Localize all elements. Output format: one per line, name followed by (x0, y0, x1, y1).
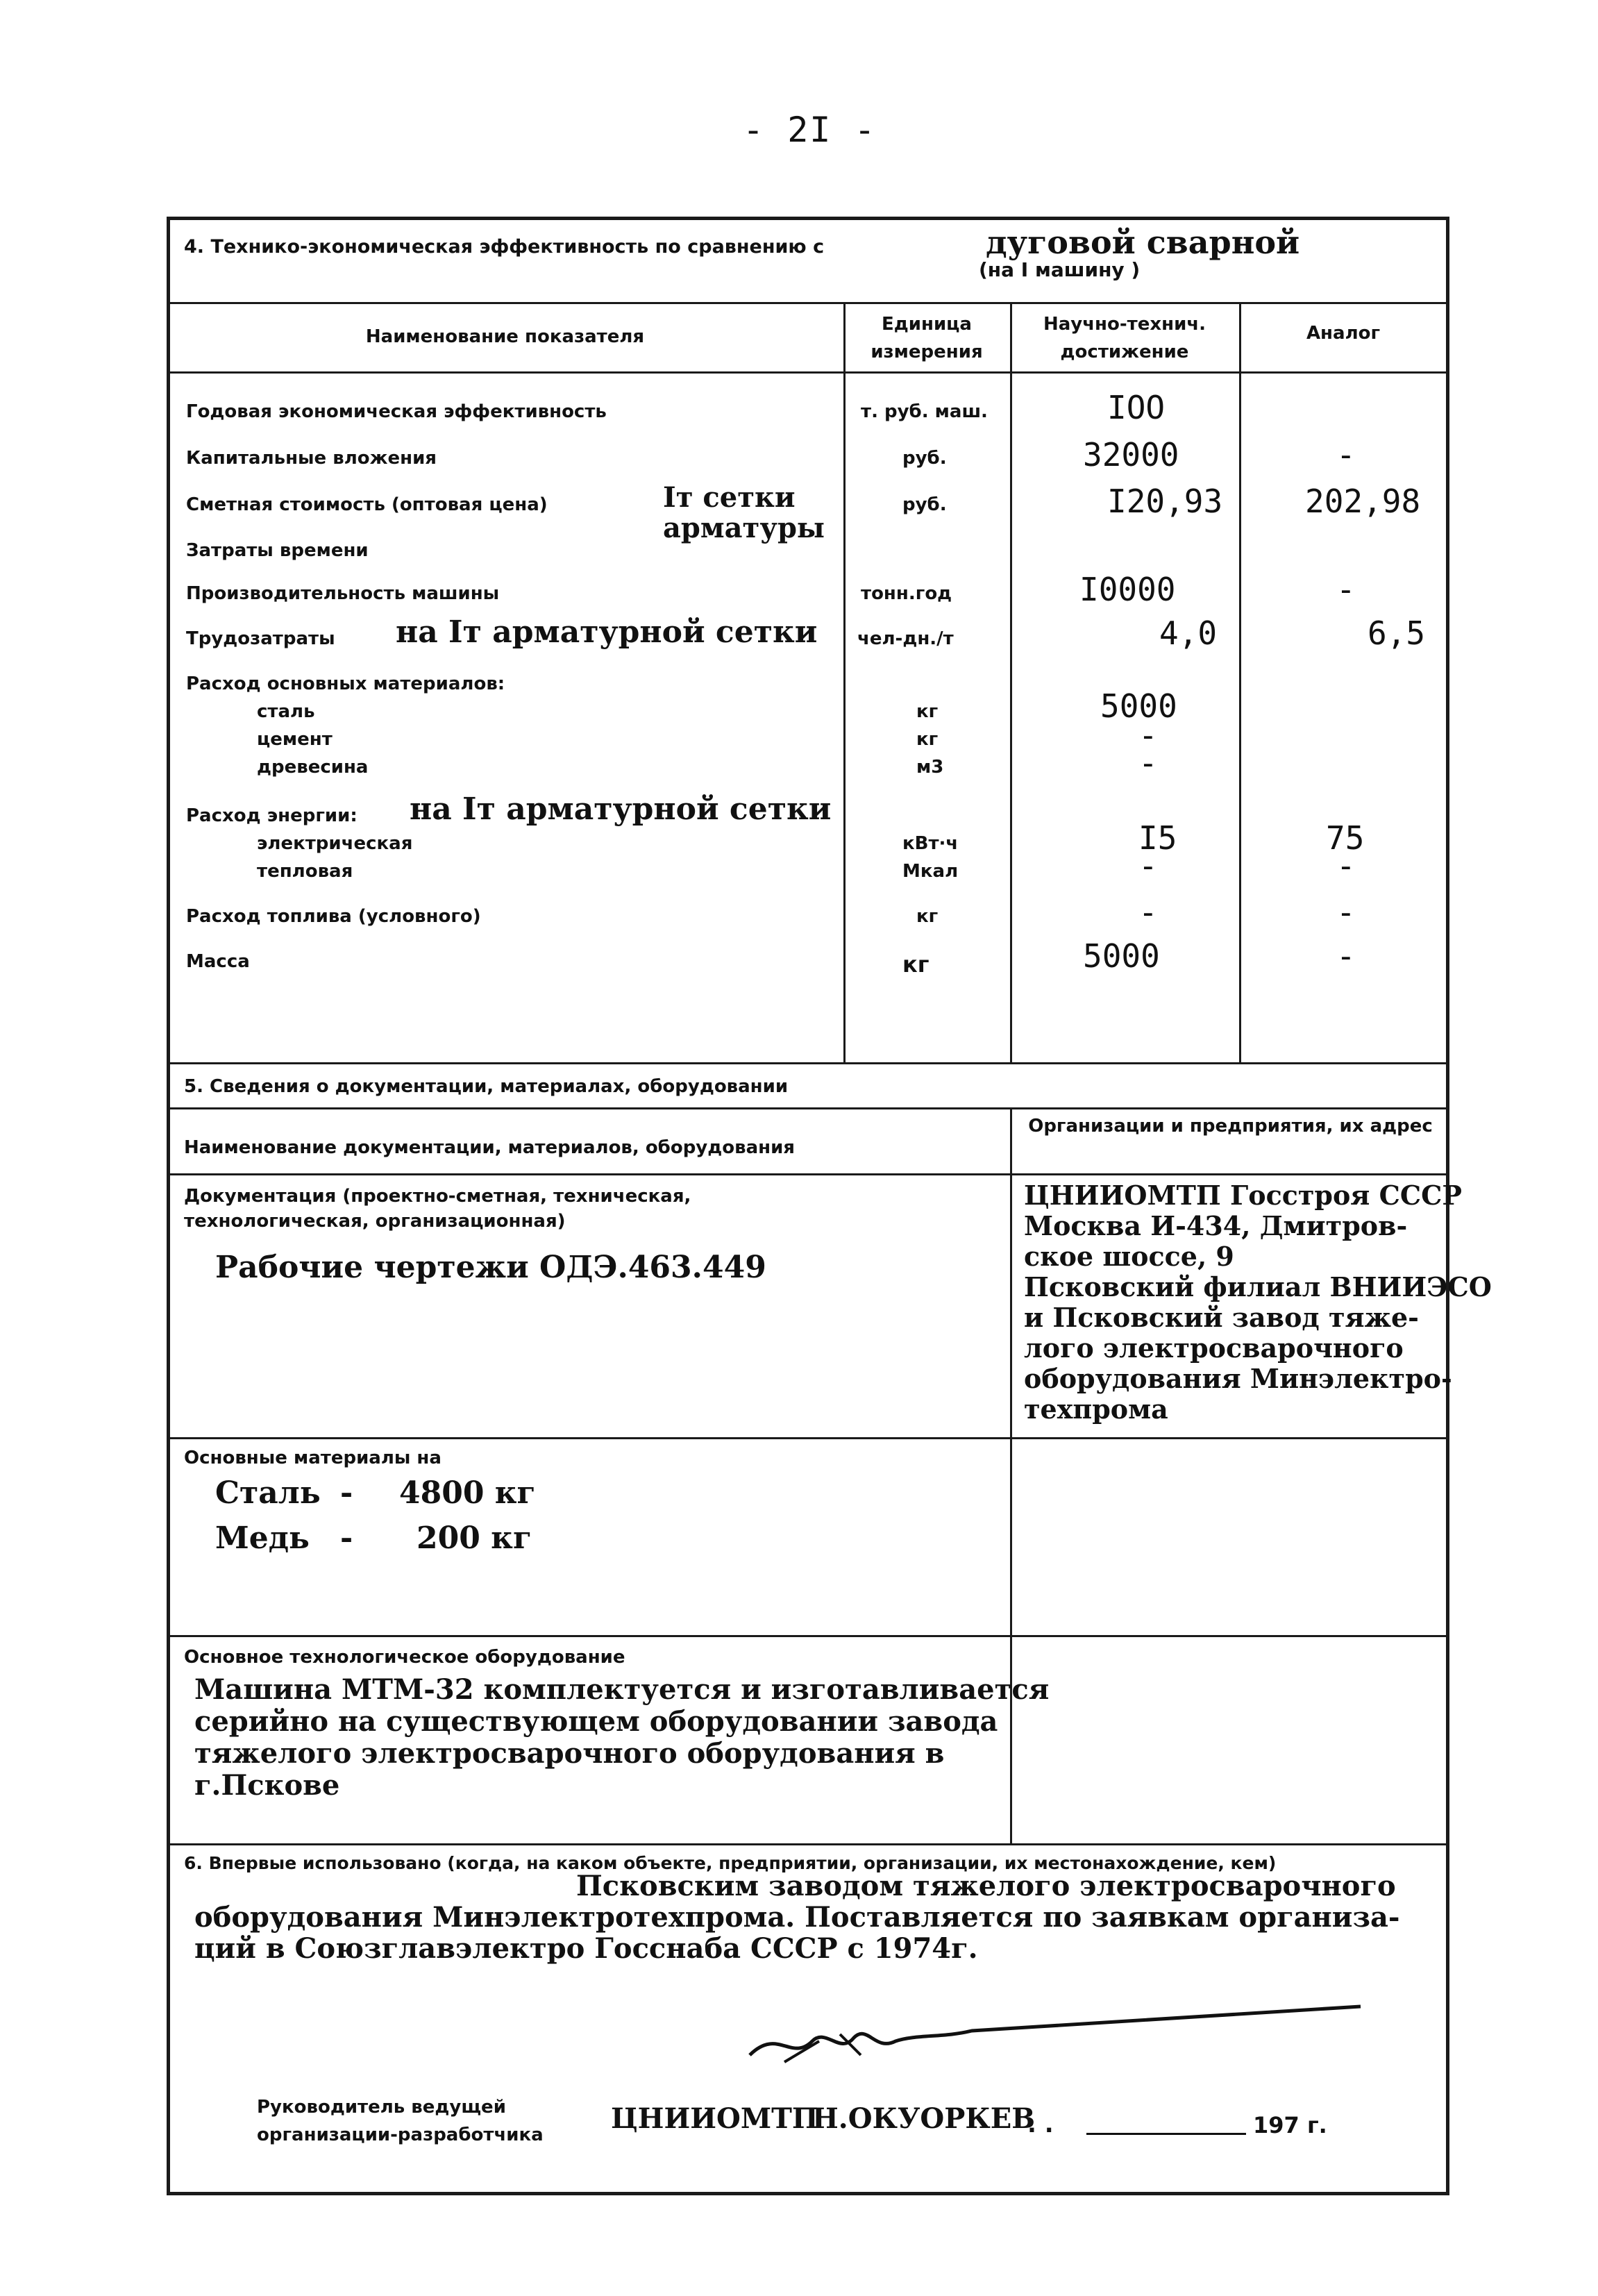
row-analog: - (1336, 847, 1356, 885)
doc-value: Рабочие чертежи ОДЭ.463.449 (215, 1250, 766, 1285)
org-line: и Псковский завод тяже- (1024, 1302, 1419, 1333)
material-dash: - (340, 1520, 353, 1556)
row-unit: кг (916, 906, 939, 927)
row-analog: 75 (1326, 819, 1365, 857)
col-header-achieved: Научно-технич. достижение (1043, 314, 1206, 362)
footer-label-line2: организации-разработчика (257, 2125, 544, 2145)
row-achieved: I5 (1138, 819, 1177, 857)
row-achieved: 4,0 (1159, 614, 1218, 652)
material-name: Сталь (215, 1475, 321, 1511)
row-unit: руб. (902, 494, 947, 515)
row-name: Затраты времени (186, 540, 369, 561)
row-name: электрическая (257, 833, 413, 854)
section6-line: оборудования Минэлектротехпрома. Поставляется по заявкам организа- (194, 1901, 1400, 1934)
row-analog: - (1336, 937, 1356, 975)
materials-label: Основные материалы на (184, 1448, 441, 1468)
row-achieved: - (1138, 744, 1158, 782)
footer-person: Н.ОКУОРКЕВ (812, 2102, 1036, 2135)
row-name: Расход топлива (условного) (186, 906, 481, 927)
row-note: Iт сетки арматуры (663, 481, 825, 544)
page-number: - 2I - (743, 110, 877, 150)
row-name: Расход основных материалов: (186, 673, 505, 694)
row-analog: 202,98 (1305, 483, 1421, 520)
footer-date-dots: . . (1027, 2111, 1054, 2138)
org-line: техпрома (1024, 1393, 1168, 1425)
row-name: Производительность машины (186, 583, 500, 604)
row-achieved: - (1138, 894, 1158, 931)
equipment-line: серийно на существующем оборудовании завода (194, 1705, 998, 1738)
row-note: на Iт арматурной сетки (396, 614, 818, 650)
row-unit: кг (916, 729, 939, 750)
row-name: Расход энергии: (186, 805, 358, 826)
row-unit: м3 (916, 757, 944, 778)
row-achieved: I20,93 (1107, 483, 1223, 520)
org-line: Псковский филиал ВНИИЭСО (1024, 1271, 1492, 1302)
row-note: на Iт арматурной сетки (410, 791, 832, 827)
section6-title: 6. Впервые использовано (когда, на каком объекте, предприятии, организации, их местонахождение, кем) (184, 1853, 1277, 1873)
col-header-unit: Единица измерения (871, 314, 983, 362)
row-unit: кВт·ч (902, 833, 959, 854)
row-unit: кг (902, 951, 930, 978)
footer-org: ЦНИИОМТП (611, 2102, 818, 2135)
row-achieved: 32000 (1083, 436, 1179, 474)
section5-title: 5. Сведения о документации, материалах, оборудовании (184, 1076, 789, 1097)
section4-title: 4. Технико-экономическая эффективность по сравнению с (184, 236, 825, 258)
row-achieved: I0000 (1079, 571, 1176, 608)
doc-label: Документация (проектно-сметная, техническая, технологическая, организационная) (184, 1186, 691, 1232)
org-line: Москва И-434, Дмитров- (1024, 1210, 1408, 1241)
section5-col-right: Организации и предприятия, их адрес (1028, 1116, 1433, 1137)
row-unit: чел-дн./т (857, 628, 954, 649)
row-name: Сметная стоимость (оптовая цена) (186, 494, 548, 515)
section6-line: ций в Союзглавэлектро Госснаба СССР с 1974г. (194, 1932, 978, 1965)
signature-scribble (736, 2000, 1374, 2083)
section5-col-left: Наименование документации, материалов, оборудования (184, 1137, 795, 1158)
row-unit: т. руб. маш. (861, 401, 988, 422)
row-analog: - (1336, 571, 1356, 608)
material-dash: - (340, 1475, 353, 1511)
material-value: 4800 кг (399, 1475, 536, 1511)
row-name: цемент (257, 729, 333, 750)
equipment-line: тяжелого электросварочного оборудования в (194, 1737, 945, 1770)
row-achieved: - (1138, 717, 1158, 754)
row-analog: - (1336, 436, 1356, 474)
row-unit: руб. (902, 448, 947, 469)
org-line: ское шоссе, 9 (1024, 1241, 1234, 1272)
row-name: Масса (186, 951, 250, 972)
org-line: лого электросварочного (1024, 1332, 1404, 1364)
section4-compared-with: дуговой сварной (986, 224, 1300, 261)
footer-label-line1: Руководитель ведущей (257, 2097, 506, 2118)
section6-line: Псковским заводом тяжелого электросварочного (576, 1870, 1396, 1902)
footer-date-line (1086, 2133, 1246, 2135)
footer-date-suffix: 197 г. (1253, 2112, 1327, 2138)
col-header-analog: Аналог (1306, 323, 1381, 344)
row-unit: кг (916, 701, 939, 722)
row-name: сталь (257, 701, 315, 722)
row-achieved: 5000 (1100, 687, 1177, 725)
col-header-name: Наименование показателя (365, 326, 645, 347)
row-achieved: - (1138, 847, 1158, 885)
row-name: тепловая (257, 861, 353, 882)
row-achieved: 5000 (1083, 937, 1160, 975)
row-name: Трудозатраты (186, 628, 335, 649)
row-name: древесина (257, 757, 369, 778)
row-analog: - (1336, 894, 1356, 931)
org-line: оборудования Минэлектро- (1024, 1363, 1452, 1394)
section4-basis: (на I машину ) (979, 258, 1141, 281)
row-name: Капитальные вложения (186, 448, 437, 469)
org-line: ЦНИИОМТП Госстроя СССР (1024, 1180, 1462, 1211)
row-unit: тонн.год (861, 583, 952, 604)
row-name: Годовая экономическая эффективность (186, 401, 607, 422)
row-achieved: IOO (1107, 389, 1166, 426)
material-value: 200 кг (417, 1520, 532, 1556)
row-analog: 6,5 (1368, 614, 1426, 652)
material-name: Медь (215, 1520, 310, 1556)
equipment-label: Основное технологическое оборудование (184, 1647, 625, 1668)
row-unit: Мкал (902, 861, 959, 882)
equipment-line: г.Пскове (194, 1769, 340, 1802)
equipment-line: Машина МТМ-32 комплектуется и изготавливается (194, 1673, 1050, 1706)
